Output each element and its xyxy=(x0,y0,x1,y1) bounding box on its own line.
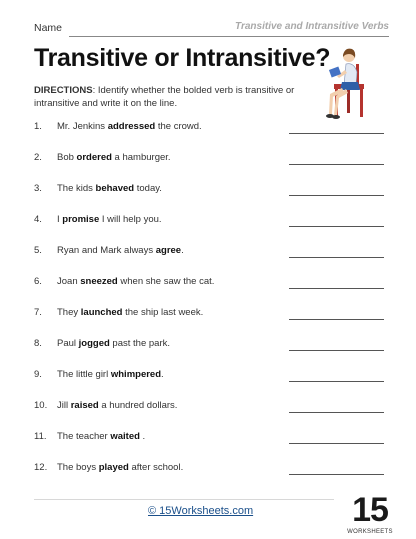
question-sentence: The teacher waited . xyxy=(57,431,146,442)
worksheet-header-title: Transitive and Intransitive Verbs xyxy=(231,21,389,32)
question-item xyxy=(34,366,384,382)
bolded-verb: addressed xyxy=(107,121,156,132)
answer-line[interactable] xyxy=(289,133,384,134)
answer-line[interactable] xyxy=(289,195,384,196)
question-number: 1. xyxy=(34,121,42,132)
question-number: 2. xyxy=(34,152,42,163)
directions-label: DIRECTIONS xyxy=(34,85,93,96)
name-line xyxy=(69,36,389,37)
bolded-verb: agree xyxy=(155,245,182,256)
question-sentence: Joan sneezed when she saw the cat. xyxy=(57,276,215,287)
question-number: 4. xyxy=(34,214,42,225)
bolded-verb: played xyxy=(98,462,129,473)
question-sentence: Ryan and Mark always agree. xyxy=(57,245,184,256)
bolded-verb: ordered xyxy=(76,152,112,163)
answer-line[interactable] xyxy=(289,257,384,258)
bolded-verb: jogged xyxy=(78,338,110,349)
answer-line[interactable] xyxy=(289,412,384,413)
question-item xyxy=(34,118,384,134)
question-number: 9. xyxy=(34,369,42,380)
question-item xyxy=(34,180,384,196)
question-number: 5. xyxy=(34,245,42,256)
question-item xyxy=(34,304,384,320)
page-title: Transitive or Intransitive? xyxy=(34,44,331,72)
girl-reading-on-chair-icon xyxy=(320,42,384,122)
question-sentence: The little girl whimpered. xyxy=(57,369,164,380)
question-item xyxy=(34,149,384,165)
answer-line[interactable] xyxy=(289,319,384,320)
question-item xyxy=(34,459,384,475)
logo-number: 15 xyxy=(352,491,388,529)
question-number: 11. xyxy=(34,431,47,442)
answer-line[interactable] xyxy=(289,350,384,351)
footer-divider xyxy=(34,499,334,500)
bolded-verb: behaved xyxy=(95,183,135,194)
question-item xyxy=(34,242,384,258)
bolded-verb: launched xyxy=(80,307,123,318)
footer xyxy=(0,491,416,539)
name-row xyxy=(34,21,389,39)
name-label: Name xyxy=(34,22,63,34)
question-item xyxy=(34,273,384,289)
question-sentence: The kids behaved today. xyxy=(57,183,162,194)
directions xyxy=(34,84,319,110)
question-sentence: Bob ordered a hamburger. xyxy=(57,152,171,163)
logo-word: WORKSHEETS xyxy=(347,529,393,535)
question-number: 10. xyxy=(34,400,48,411)
question-sentence: They launched the ship last week. xyxy=(57,307,204,318)
question-number: 8. xyxy=(34,338,42,349)
copyright-link[interactable]: © 15Worksheets.com xyxy=(148,505,254,517)
question-item xyxy=(34,428,384,444)
bolded-verb: waited xyxy=(110,431,140,442)
answer-line[interactable] xyxy=(289,226,384,227)
question-sentence: Jill raised a hundred dollars. xyxy=(57,400,178,411)
question-item xyxy=(34,211,384,227)
bolded-verb: whimpered xyxy=(110,369,162,380)
question-number: 6. xyxy=(34,276,42,287)
bolded-verb: raised xyxy=(70,400,99,411)
15worksheets-logo[interactable] xyxy=(345,491,395,539)
bolded-verb: promise xyxy=(62,214,100,225)
directions-text: : Identify whether the bolded verb is transitive or intransitive and write it on the line. xyxy=(34,85,295,109)
answer-line[interactable] xyxy=(289,164,384,165)
question-sentence: The boys played after school. xyxy=(57,462,184,473)
answer-line[interactable] xyxy=(289,381,384,382)
bolded-verb: sneezed xyxy=(80,276,118,287)
question-sentence: Paul jogged past the park. xyxy=(57,338,170,349)
question-number: 3. xyxy=(34,183,42,194)
question-number: 7. xyxy=(34,307,42,318)
answer-line[interactable] xyxy=(289,443,384,444)
question-sentence: Mr. Jenkins addressed the crowd. xyxy=(57,121,202,132)
question-item xyxy=(34,397,384,413)
answer-line[interactable] xyxy=(289,288,384,289)
question-number: 12. xyxy=(34,462,48,473)
answer-line[interactable] xyxy=(289,474,384,475)
question-sentence: I promise I will help you. xyxy=(57,214,162,225)
question-item xyxy=(34,335,384,351)
